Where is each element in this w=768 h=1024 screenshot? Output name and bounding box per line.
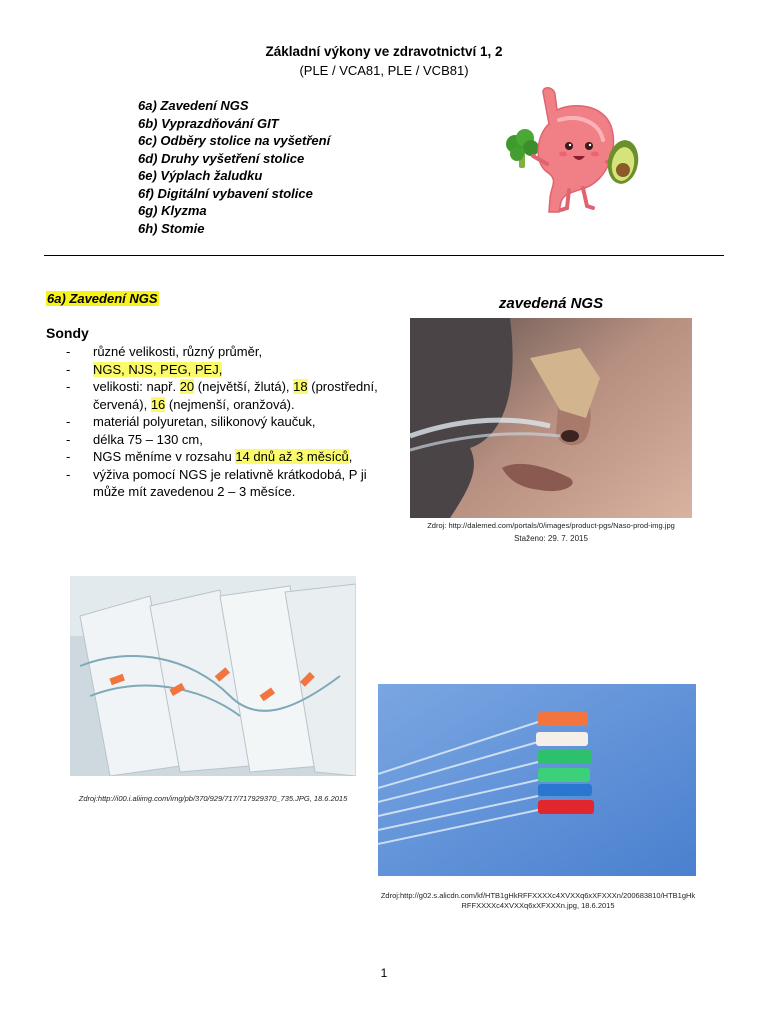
highlighted-text: NGS, NJS, PEG, PEJ, <box>93 361 223 377</box>
section-heading: 6a) Zavedení NGS <box>47 291 158 306</box>
document-subtitle: (PLE / VCA81, PLE / VCB81) <box>299 63 469 78</box>
subsection-heading: Sondy <box>46 325 89 341</box>
figure-source: Zdroj: http://dalemed.com/portals/0/images/product-pgs/Naso-prod-img.jpg <box>427 521 675 530</box>
list-item: - délka 75 – 130 cm, <box>66 431 203 447</box>
list-item: - NGS měníme v rozsahu 14 dnů až 3 měsíců, <box>66 449 353 464</box>
colored-tubes-photo <box>378 684 696 876</box>
ngs-patient-photo <box>410 318 692 518</box>
topic-item: 6g) Klyzma <box>138 203 207 218</box>
list-item: - různé velikosti, různý průměr, <box>66 344 263 359</box>
figure-source: RFFXXXXc4XVXXq6xXFXXXn.jpg, 18.6.2015 <box>461 901 615 910</box>
highlighted-text: 14 dnů až 3 měsíců <box>235 449 349 464</box>
figure-source-date: Staženo: 29. 7. 2015 <box>514 534 588 543</box>
figure-source: Zdroj:http://g02.s.alicdn.com/kf/HTB1gHkRFFXXXXc4XVXXq6xXFXXXn/200683810/HTB1gHk <box>380 891 696 900</box>
document-title: Základní výkony ve zdravotnictví 1, 2 <box>265 44 503 59</box>
topic-item: 6f) Digitální vybavení stolice <box>138 185 313 201</box>
list-item: - velikosti: např. 20 (největší, žlutá), 18 (prostřední, červená), 16 (nejmenší, oranžová). <box>66 379 378 412</box>
topic-item: 6a) Zavedení NGS <box>138 98 249 113</box>
highlighted-text: 16 <box>150 396 166 412</box>
list-item: - výživa pomocí NGS je relativně krátkodobá, P ji může mít zavedenou 2 – 3 měsíce. <box>66 466 367 499</box>
highlighted-text: 18 <box>293 379 308 394</box>
list-item: - NGS, NJS, PEG, PEJ, <box>66 361 223 377</box>
topic-item: 6b) Vyprazdňování GIT <box>138 115 279 131</box>
topic-item: 6d) Druhy vyšetření stolice <box>138 150 305 166</box>
figure-source: Zdroj:http://i00.i.aliimg.com/img/pb/370/929/717/717929370_735.JPG, 18.6.2015 <box>78 794 348 803</box>
list-item: - materiál polyuretan, silikonový kaučuk, <box>66 414 316 429</box>
bullet-list <box>66 343 386 501</box>
topic-item: 6e) Výplach žaludku <box>138 168 263 183</box>
figure-title: zavedená NGS <box>498 295 604 312</box>
topic-list <box>138 97 330 237</box>
topic-item: 6h) Stomie <box>138 220 205 236</box>
topic-item: 6c) Odběry stolice na vyšetření <box>138 133 331 148</box>
page-number: 1 <box>380 966 388 980</box>
stomach-mascot-illustration <box>503 84 641 218</box>
packaged-tubes-photo <box>70 576 356 776</box>
highlighted-text: 20 <box>179 379 195 394</box>
section-divider <box>44 255 724 256</box>
